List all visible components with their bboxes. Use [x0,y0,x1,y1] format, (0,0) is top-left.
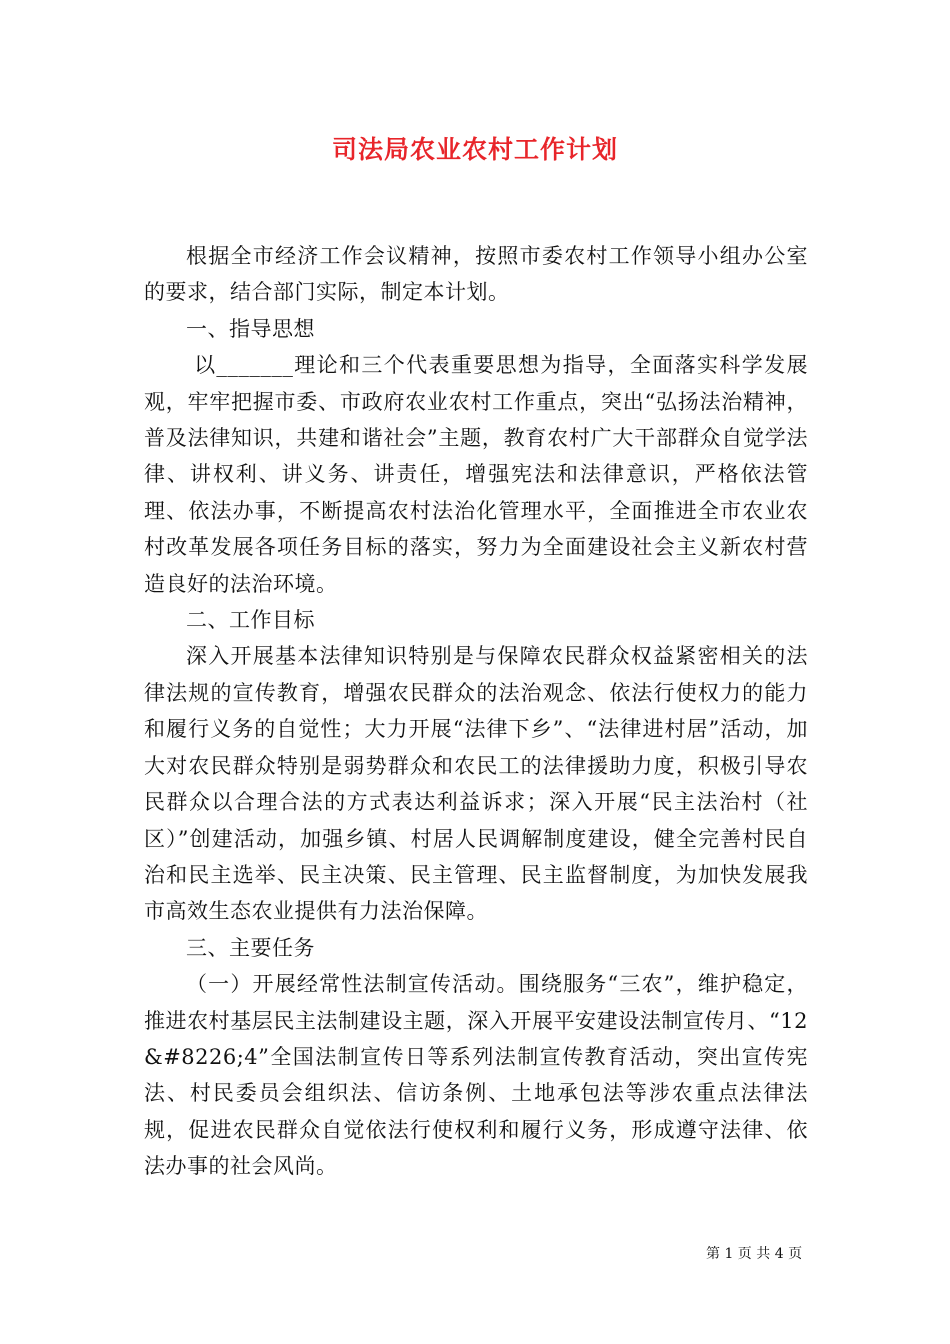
section-heading-guiding-ideology: 一、指导思想 [186,316,315,341]
page-number-footer: 第 1 页 共 4 页 [706,1246,803,1262]
guiding-ideology-paragraph: 以_______理论和三个代表重要思想为指导，全面落实科学发展观，牢牢把握市委、市政府农业农村工作重点，突出“弘扬法治精神，普及法律知识，共建和谐社会”主题，教育农村广大干部群众自觉学法律、讲权利、讲义务、讲责任，增强宪法和法律意识，严格依法管理、依法办事，不断提高农村法治化管理水平，全面推进全市农业农村改革发展各项任务目标的落实，努力为全面建设社会主义新农村营造良好的法治环境。 [144,353,809,596]
intro-paragraph: 根据全市经济工作会议精神，按照市委农村工作领导小组办公室的要求，结合部门实际，制定本计划。 [144,244,808,305]
work-goals-paragraph: 深入开展基本法律知识特别是与保障农民群众权益紧密相关的法律法规的宣传教育，增强农民群众的法治观念、依法行使权力的能力和履行义务的自觉性；大力开展“法律下乡”、“法律进村居”活动，加大对农民群众特别是弱势群众和农民工的法律援助力度，积极引导农民群众以合理合法的方式表达利益诉求；深入开展“民主法治村（社区）”创建活动，加强乡镇、村居人民调解制度建设，健全完善村民自治和民主选举、民主决策、民主管理、民主监督制度，为加快发展我市高效生态农业提供有力法治保障。 [144,644,808,924]
section-heading-main-tasks: 三、主要任务 [186,935,315,960]
document-body [144,238,808,1185]
section-heading-work-goals: 二、工作目标 [186,608,315,633]
document-title: 司法局农业农村工作计划 [331,135,618,164]
main-task-1-paragraph: （一）开展经常性法制宣传活动。围绕服务“三农”，维护稳定，推进农村基层民主法制建设主题，深入开展平安建设法制宣传月、“12&#8226;4”全国法制宣传日等系列法制宣传教育活动，突出宣传宪法、村民委员会组织法、信访条例、土地承包法等涉农重点法律法规，促进农民群众自觉依法行使权利和履行义务，形成遵守法律、依法办事的社会风尚。 [144,972,808,1179]
